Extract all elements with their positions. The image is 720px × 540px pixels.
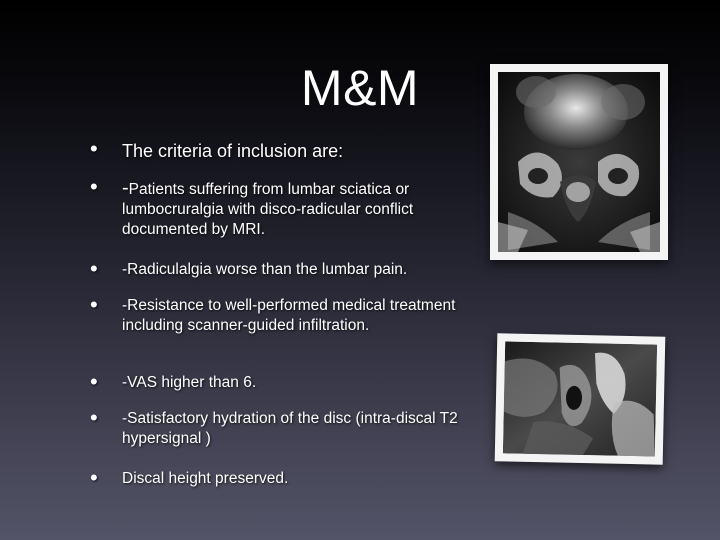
list-item bbox=[88, 292, 458, 336]
bullet-icon: • bbox=[90, 292, 98, 317]
slide-title: M&M bbox=[300, 60, 420, 116]
bullet-icon: • bbox=[90, 174, 98, 199]
list-item bbox=[88, 369, 257, 394]
bullet-text: -Satisfactory hydration of the disc (intra-discal T2 hypersignal ) bbox=[122, 410, 458, 447]
bullet-text: -Resistance to well-performed medical treatment including scanner-guided infiltration. bbox=[122, 297, 456, 334]
list-item bbox=[88, 256, 408, 281]
mri-sagittal-lumbar-image bbox=[503, 341, 657, 456]
bullet-text: Patients suffering from lumbar sciatica or lumbocruralgia with disco-radicular conflict documented by MRI. bbox=[122, 181, 414, 238]
bullet-dash: - bbox=[122, 177, 129, 199]
bullet-text: -VAS higher than 6. bbox=[122, 374, 257, 391]
bullet-icon: • bbox=[90, 136, 98, 161]
bullet-icon: • bbox=[90, 256, 98, 281]
mri-axial-lumbar-image bbox=[498, 72, 660, 252]
bullet-text: Discal height preserved. bbox=[122, 470, 289, 487]
list-item bbox=[88, 465, 289, 490]
list-item bbox=[88, 136, 344, 162]
bullet-text: -Radiculalgia worse than the lumbar pain. bbox=[122, 261, 408, 278]
bullet-text: The criteria of inclusion are: bbox=[122, 141, 344, 161]
bullet-icon: • bbox=[90, 369, 98, 394]
bullet-icon: • bbox=[90, 405, 98, 430]
mri-sagittal-photo bbox=[495, 333, 666, 464]
list-item bbox=[88, 405, 458, 449]
mri-axial-photo bbox=[490, 64, 668, 260]
list-item bbox=[88, 174, 458, 240]
bullet-icon: • bbox=[90, 465, 98, 490]
